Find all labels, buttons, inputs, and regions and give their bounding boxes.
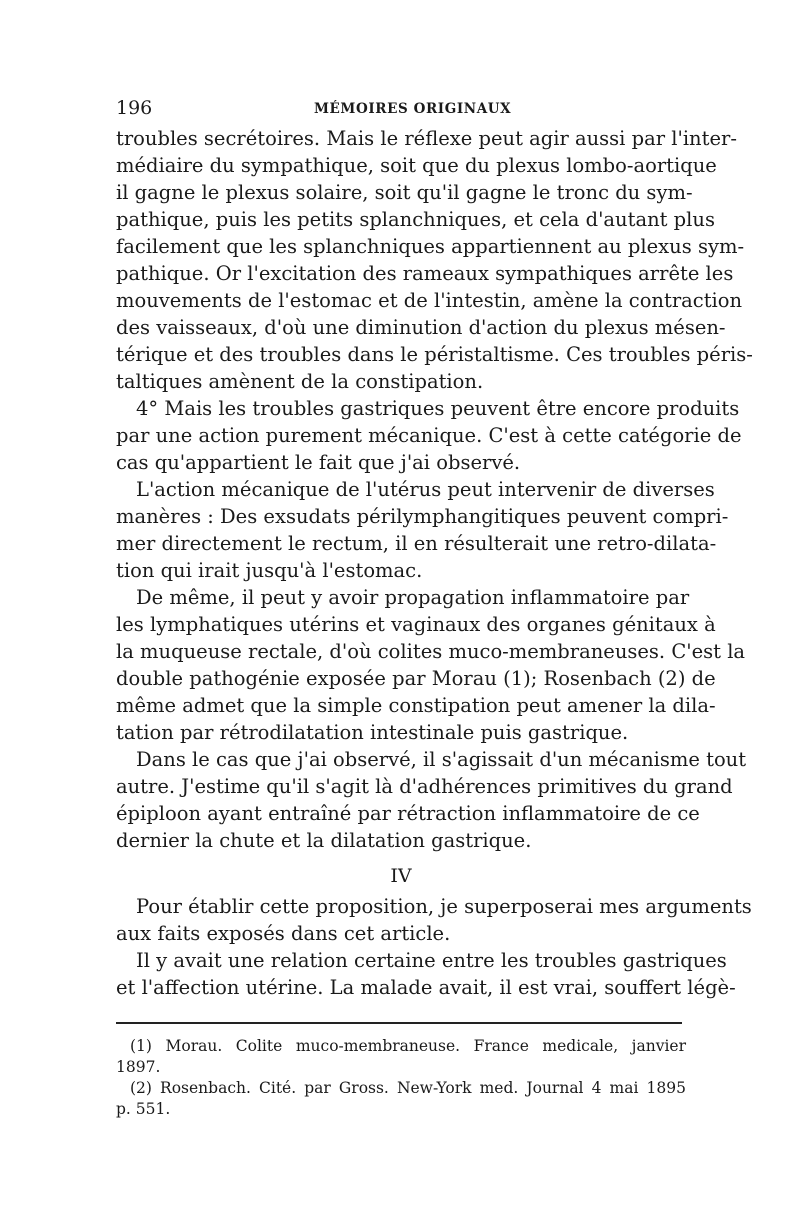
footnote-line: p. 551. [116,1100,171,1118]
text-line: aux faits exposés dans cet article. [116,922,451,945]
text-line: tation par rétrodilatation intestinale puis gastrique. [116,721,629,744]
text-line: la muqueuse rectale, d'où colites muco-membraneuses. C'est la [116,640,746,663]
text-line: Dans le cas que j'ai observé, il s'agissait d'un mécanisme tout [136,748,747,771]
text-line: 4° Mais les troubles gastriques peuvent être encore produits [136,397,740,420]
footnote-line: (1) Morau. Colite muco-membraneuse. France medicale, janvier [130,1037,686,1055]
text-line: Il y avait une relation certaine entre les troubles gastriques [136,949,727,972]
text-line: des vaisseaux, d'où une diminution d'action du plexus mésen- [116,316,726,339]
footnote-line: (2) Rosenbach. Cité. par Gross. New-York med. Journal 4 mai 1895 [130,1079,686,1097]
text-line: troubles secrétoires. Mais le réflexe peut agir aussi par l'inter- [116,127,737,150]
text-line: pathique, puis les petits splanchniques, et cela d'autant plus [116,208,715,231]
footnote-rule [116,1022,682,1024]
text-line: tion qui irait jusqu'à l'estomac. [116,559,423,582]
footnote-line: 1897. [116,1058,161,1076]
section-number: IV [390,865,412,887]
page-header [116,97,686,123]
body-text [116,125,753,1001]
text-line: dernier la chute et la dilatation gastrique. [116,829,532,852]
footnotes [116,1036,686,1120]
page-number: 196 [116,97,153,119]
text-line: mer directement le rectum, il en résulterait une retro-dilata- [116,532,717,555]
text-line: taltiques amènent de la constipation. [116,370,484,393]
text-line: cas qu'appartient le fait que j'ai observé. [116,451,521,474]
text-line: L'action mécanique de l'utérus peut intervenir de diverses [136,478,715,501]
text-line: et l'affection utérine. La malade avait, il est vrai, souffert légè- [116,976,736,999]
text-line: il gagne le plexus solaire, soit qu'il gagne le tronc du sym- [116,181,693,204]
running-head: MÉMOIRES ORIGINAUX [314,101,512,117]
text-line: Pour établir cette proposition, je superposerai mes arguments [136,895,752,918]
text-line: térique et des troubles dans le péristaltisme. Ces troubles péris- [116,343,753,366]
text-line: pathique. Or l'excitation des rameaux sympathiques arrête les [116,262,734,285]
text-line: épiploon ayant entraîné par rétraction inflammatoire de ce [116,802,700,825]
text-line: De même, il peut y avoir propagation inflammatoire par [136,586,690,609]
text-line: facilement que les splanchniques appartiennent au plexus sym- [116,235,745,258]
text-line: double pathogénie exposée par Morau (1); Rosenbach (2) de [116,667,716,690]
text-line: manères : Des exsudats périlymphangitiques peuvent compri- [116,505,729,528]
text-line: autre. J'estime qu'il s'agit là d'adhérences primitives du grand [116,775,733,798]
text-line: par une action purement mécanique. C'est à cette catégorie de [116,424,742,447]
text-line: même admet que la simple constipation peut amener la dila- [116,694,716,717]
text-line: médiaire du sympathique, soit que du plexus lombo-aortique [116,154,717,177]
text-line: mouvements de l'estomac et de l'intestin, amène la contraction [116,289,743,312]
text-line: les lymphatiques utérins et vaginaux des organes génitaux à [116,613,716,636]
